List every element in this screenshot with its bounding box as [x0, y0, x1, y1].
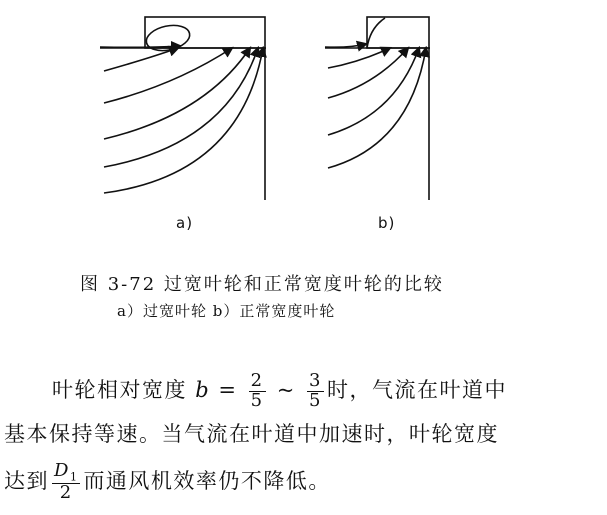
caption-subtitle: a）过宽叶轮 b）正常宽度叶轮	[117, 302, 336, 320]
body-line-2: 基本保持等速。当气流在叶道中加速时，叶轮宽度	[4, 422, 499, 446]
tilde-sign: ~	[268, 377, 304, 402]
panel-b-blade-curve	[367, 18, 385, 48]
var-d: D	[54, 460, 70, 481]
panel-a-streamline-6	[104, 48, 263, 193]
fraction-numerator: 3	[309, 370, 322, 391]
line1-prefix: 叶轮相对宽度	[52, 377, 196, 402]
panel-a-streamline-3	[104, 48, 232, 103]
line3-suffix: 而通风机效率仍不降低。	[83, 469, 331, 494]
panel-b-streamline-4	[328, 48, 419, 135]
fraction-numerator: 2	[250, 370, 264, 391]
subscript-1: 1	[69, 470, 79, 484]
fraction-denominator: 2	[59, 482, 73, 504]
body-line-1	[52, 372, 507, 411]
line1-suffix: 时，气流在叶道中	[326, 377, 507, 402]
panel-a-vortex	[144, 22, 192, 55]
panel-a-streamline-5	[104, 48, 258, 167]
impeller-streamline-diagram	[0, 0, 607, 250]
fraction-d1-2	[52, 462, 80, 503]
line3-prefix: 达到	[4, 469, 49, 494]
equals-sign: =	[210, 377, 246, 402]
panel-a-streamline-1	[100, 46, 180, 47]
panel-b-normal-impeller	[325, 17, 430, 200]
fraction-numerator	[52, 462, 80, 484]
panel-b-streamline-2	[328, 48, 390, 68]
panel-a-wide-impeller	[100, 17, 266, 200]
var-b: b	[195, 377, 211, 402]
panel-b-impeller-blade	[367, 17, 429, 48]
fraction-denominator: 5	[309, 389, 322, 411]
body-line-3	[4, 462, 331, 503]
figure-impeller-comparison	[0, 0, 607, 250]
caption-title: 图 3-72 过宽叶轮和正常宽度叶轮的比较	[80, 274, 444, 295]
panel-a-label: a)	[176, 214, 194, 232]
panel-b-streamline-1	[325, 44, 366, 47]
fraction-denominator: 5	[250, 389, 264, 411]
panel-a-streamline-4	[104, 48, 250, 139]
fraction-3-5	[307, 372, 324, 411]
panel-b-label: b)	[378, 214, 396, 232]
panel-a-impeller-blade	[145, 17, 265, 48]
panel-a-streamline-2	[104, 48, 178, 71]
fraction-2-5	[249, 372, 266, 411]
